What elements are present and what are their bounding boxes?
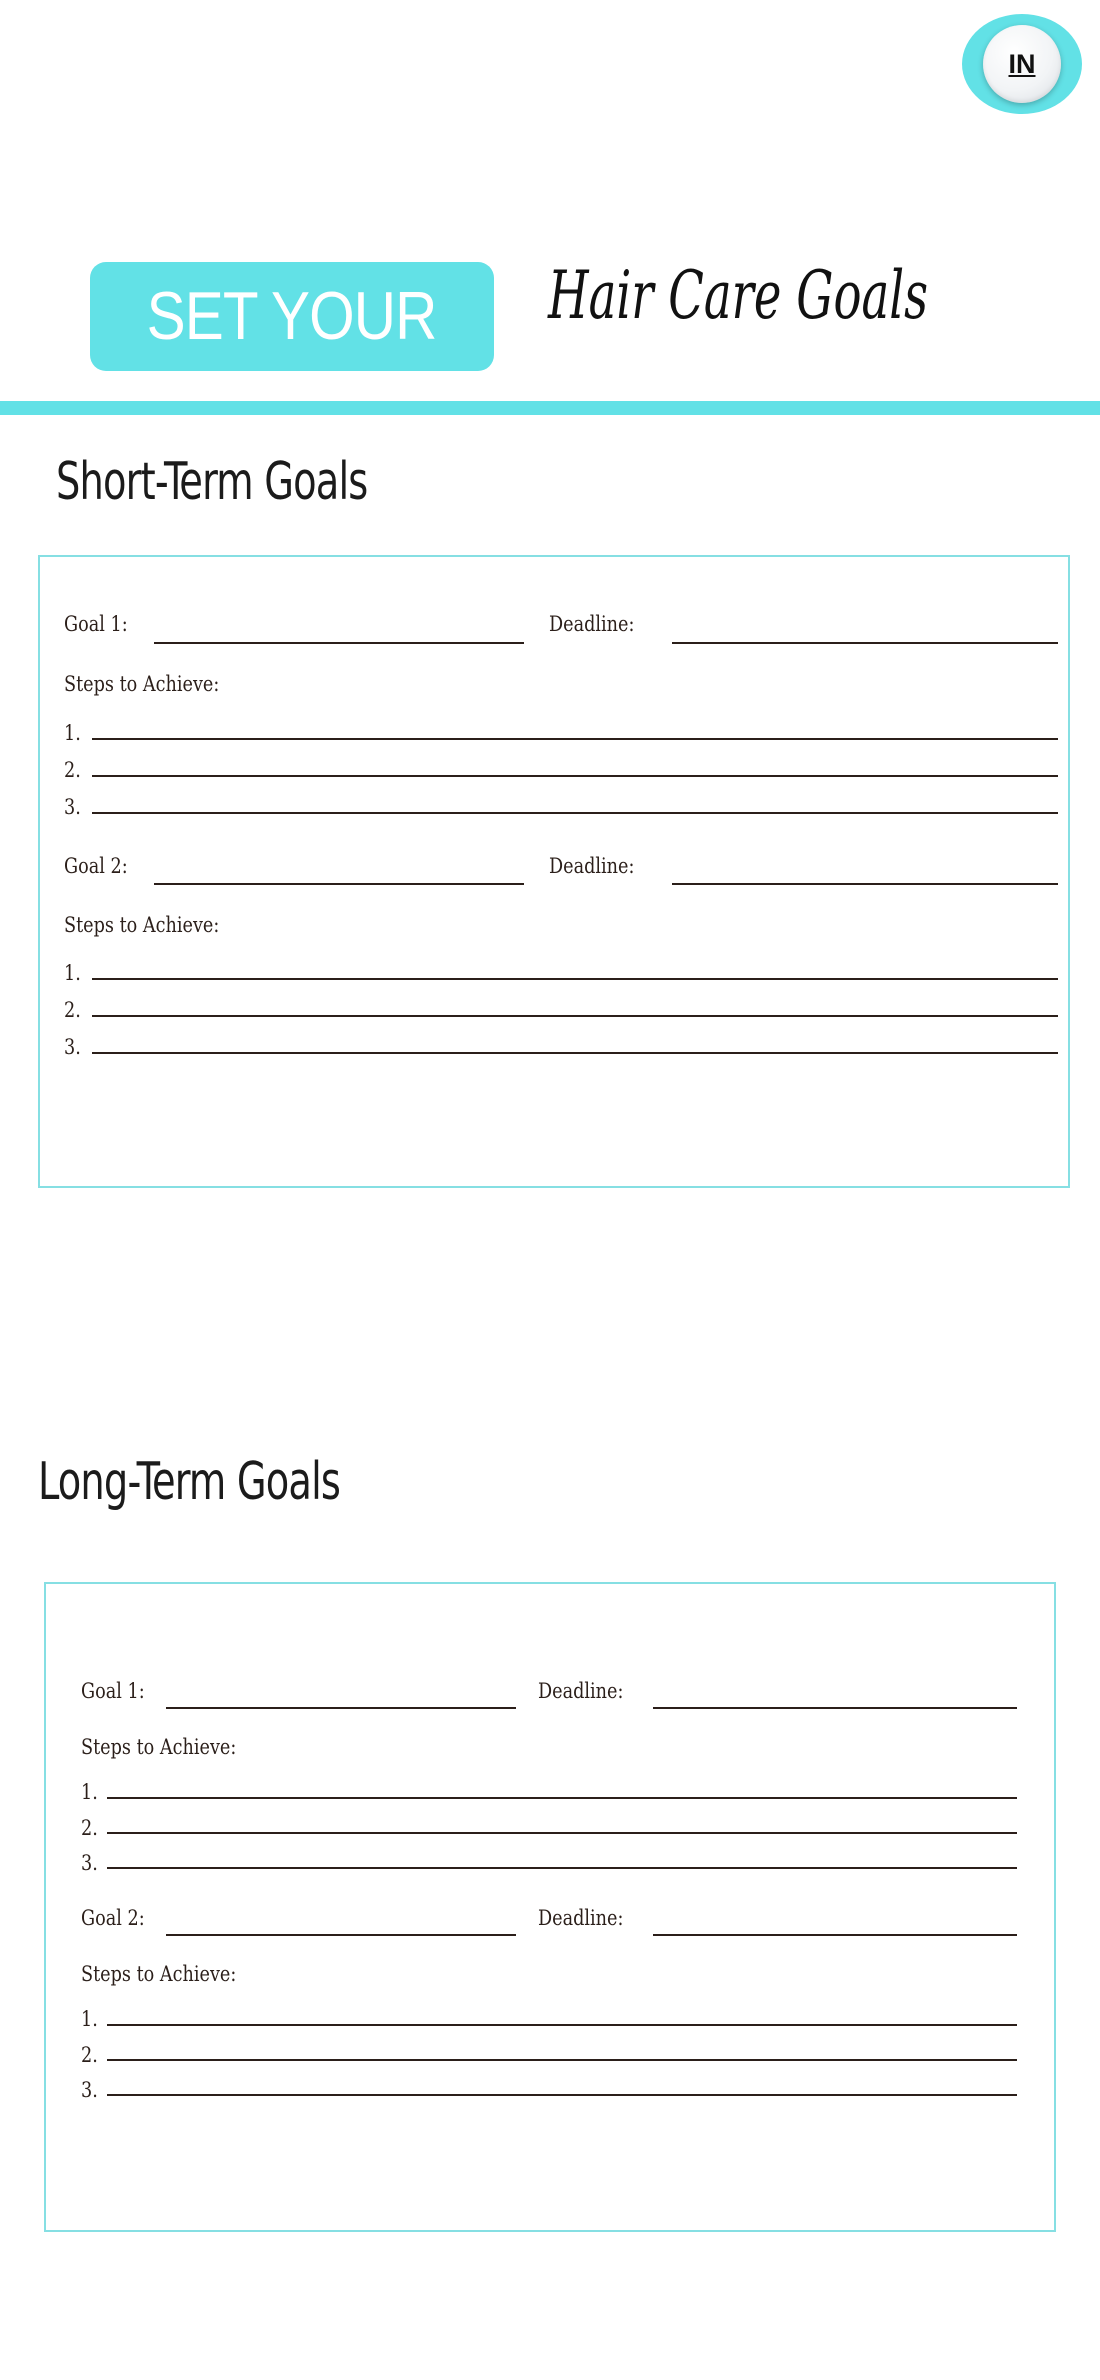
short-goal-1-deadline-text: Deadline:	[549, 612, 635, 636]
short-term-heading-text: Short-Term Goals	[56, 452, 368, 512]
long-goal-2-step-2-num	[81, 2043, 101, 2067]
short-goal-1-label	[64, 612, 140, 636]
short-goal-2-step-2-field[interactable]	[92, 1015, 1058, 1017]
long-goal-1-steps-label	[81, 1735, 266, 1759]
short-goal-1-steps-text: Steps to Achieve:	[64, 672, 220, 696]
set-your-text: SET YOUR	[147, 278, 437, 354]
step-number: 2.	[64, 758, 81, 782]
long-goal-1-step-2-num	[81, 1816, 101, 1840]
in-badge[interactable]	[962, 14, 1082, 114]
short-term-goals-box	[38, 555, 1070, 1188]
long-goal-1-step-3-field[interactable]	[107, 1867, 1017, 1869]
short-goal-2-step-1-field[interactable]	[92, 978, 1058, 980]
long-goal-2-step-3-num	[81, 2078, 101, 2102]
long-goal-2-step-3-field[interactable]	[107, 2094, 1017, 2096]
header-divider	[0, 401, 1100, 415]
step-number: 1.	[64, 961, 81, 985]
step-number: 1.	[81, 1780, 98, 1804]
short-goal-2-steps-text: Steps to Achieve:	[64, 913, 220, 937]
long-goal-2-field[interactable]	[166, 1934, 516, 1936]
short-goal-2-label-text: Goal 2:	[64, 854, 128, 878]
set-your-banner	[90, 262, 494, 371]
step-number: 3.	[64, 1035, 81, 1059]
short-goal-2-step-1-num	[64, 961, 84, 985]
step-number: 3.	[81, 2078, 98, 2102]
short-goal-1-step-1-num	[64, 721, 84, 745]
short-goal-1-deadline-field[interactable]	[672, 642, 1058, 644]
short-goal-1-step-3-num	[64, 795, 84, 819]
step-number: 3.	[64, 795, 81, 819]
short-goal-2-step-3-field[interactable]	[92, 1052, 1058, 1054]
long-goal-1-label-text: Goal 1:	[81, 1679, 145, 1703]
short-goal-2-label	[64, 854, 140, 878]
long-goal-1-step-2-field[interactable]	[107, 1832, 1017, 1834]
short-goal-1-steps-label	[64, 672, 249, 696]
short-goal-2-step-3-num	[64, 1035, 84, 1059]
short-goal-2-field[interactable]	[154, 883, 524, 885]
long-goal-2-steps-text: Steps to Achieve:	[81, 1962, 237, 1986]
long-goal-2-step-1-num	[81, 2007, 101, 2031]
short-goal-2-deadline-label	[549, 854, 651, 878]
short-goal-1-step-1-field[interactable]	[92, 738, 1058, 740]
long-goal-1-step-3-num	[81, 1851, 101, 1875]
short-goal-2-steps-label	[64, 913, 249, 937]
long-term-goals-box	[44, 1582, 1056, 2232]
long-goal-2-deadline-field[interactable]	[653, 1934, 1017, 1936]
long-goal-1-step-1-num	[81, 1780, 101, 1804]
long-goal-1-deadline-field[interactable]	[653, 1707, 1017, 1709]
short-term-heading	[56, 452, 436, 512]
long-goal-1-steps-text: Steps to Achieve:	[81, 1735, 237, 1759]
step-number: 2.	[81, 1816, 98, 1840]
long-goal-1-field[interactable]	[166, 1707, 516, 1709]
script-title-svg	[548, 240, 948, 360]
hair-care-goals-title	[548, 240, 948, 360]
long-goal-1-deadline-text: Deadline:	[538, 1679, 624, 1703]
in-badge-button[interactable]: IN	[983, 25, 1061, 103]
short-goal-1-field[interactable]	[154, 642, 524, 644]
short-goal-2-step-2-num	[64, 998, 84, 1022]
long-term-heading	[38, 1452, 406, 1512]
long-goal-1-label	[81, 1679, 157, 1703]
script-title-text: Hair Care Goals	[547, 257, 928, 334]
step-number: 1.	[81, 2007, 98, 2031]
long-goal-2-deadline-text: Deadline:	[538, 1906, 624, 1930]
long-goal-2-deadline-label	[538, 1906, 640, 1930]
long-goal-2-steps-label	[81, 1962, 266, 1986]
long-goal-1-step-1-field[interactable]	[107, 1797, 1017, 1799]
long-goal-2-label	[81, 1906, 157, 1930]
long-goal-2-step-2-field[interactable]	[107, 2059, 1017, 2061]
short-goal-1-deadline-label	[549, 612, 651, 636]
short-goal-1-label-text: Goal 1:	[64, 612, 128, 636]
long-goal-2-step-1-field[interactable]	[107, 2024, 1017, 2026]
step-number: 2.	[64, 998, 81, 1022]
step-number: 1.	[64, 721, 81, 745]
short-goal-1-step-2-field[interactable]	[92, 775, 1058, 777]
short-goal-1-step-2-num	[64, 758, 84, 782]
short-goal-1-step-3-field[interactable]	[92, 812, 1058, 814]
short-goal-2-deadline-text: Deadline:	[549, 854, 635, 878]
step-number: 2.	[81, 2043, 98, 2067]
short-goal-2-deadline-field[interactable]	[672, 883, 1058, 885]
long-goal-2-label-text: Goal 2:	[81, 1906, 145, 1930]
long-term-heading-text: Long-Term Goals	[38, 1452, 341, 1512]
long-goal-1-deadline-label	[538, 1679, 640, 1703]
step-number: 3.	[81, 1851, 98, 1875]
